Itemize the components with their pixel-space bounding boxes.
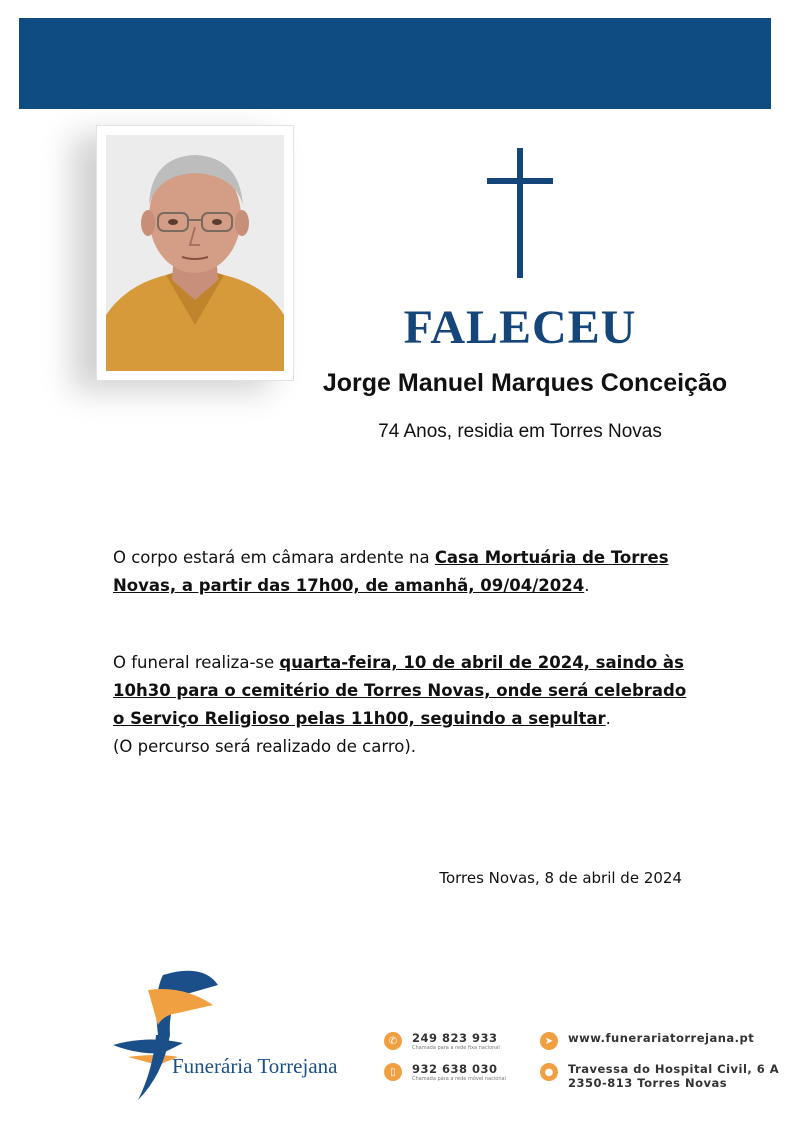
wake-intro: O corpo estará em câmara ardente na	[113, 548, 435, 567]
contact-mobile	[384, 1062, 506, 1083]
location-icon: ●	[540, 1063, 558, 1081]
cross-icon	[485, 148, 555, 278]
funeral-details: quarta-feira, 10 de abril de 2024, saindo às 10h30 para o cemitério de Torres Novas, onde será celebrado o Serviço Religioso pelas 11h00, seguindo a sepultar	[113, 653, 687, 728]
contact-website	[540, 1031, 754, 1050]
address-line-1: Travessa do Hospital Civil, 6 A	[568, 1062, 780, 1076]
dateline: Torres Novas, 8 de abril de 2024	[439, 869, 682, 887]
website-link[interactable]: www.funerariatorrejana.pt	[568, 1031, 755, 1045]
phone-note: Chamada para a rede fixa nacional	[412, 1045, 500, 1051]
header-bar	[19, 18, 771, 109]
funeral-end: .	[605, 709, 611, 728]
web-icon: ➤	[540, 1032, 558, 1050]
portrait-frame	[96, 125, 294, 381]
deceased-name: Jorge Manuel Marques Conceição	[322, 369, 728, 397]
contact-phone	[384, 1031, 500, 1052]
funeral-intro: O funeral realiza-se	[113, 653, 280, 672]
wake-paragraph	[113, 544, 693, 600]
phone-icon: ✆	[384, 1032, 402, 1050]
deceased-details: 74 Anos, residia em Torres Novas	[378, 421, 662, 442]
logo-text: Funerária Torrejana	[172, 1054, 338, 1078]
mobile-note: Chamada para a rede móvel nacional	[412, 1076, 506, 1082]
address-line-2: 2350-813 Torres Novas	[568, 1076, 728, 1090]
deceased-heading: FALECEU	[403, 301, 637, 354]
funeral-home-logo	[108, 965, 338, 1105]
wake-details: Casa Mortuária de Torres Novas, a partir das 17h00, de amanhã, 09/04/2024	[113, 548, 669, 595]
wake-end: .	[584, 576, 590, 595]
funeral-note: (O percurso será realizado de carro).	[113, 737, 417, 756]
mobile-number[interactable]: 932 638 030	[412, 1062, 498, 1076]
funeral-paragraph	[113, 649, 693, 761]
mobile-icon: ▯	[384, 1063, 402, 1081]
contact-address	[540, 1062, 779, 1090]
phone-number[interactable]: 249 823 933	[412, 1031, 498, 1045]
portrait-photo	[106, 135, 284, 371]
